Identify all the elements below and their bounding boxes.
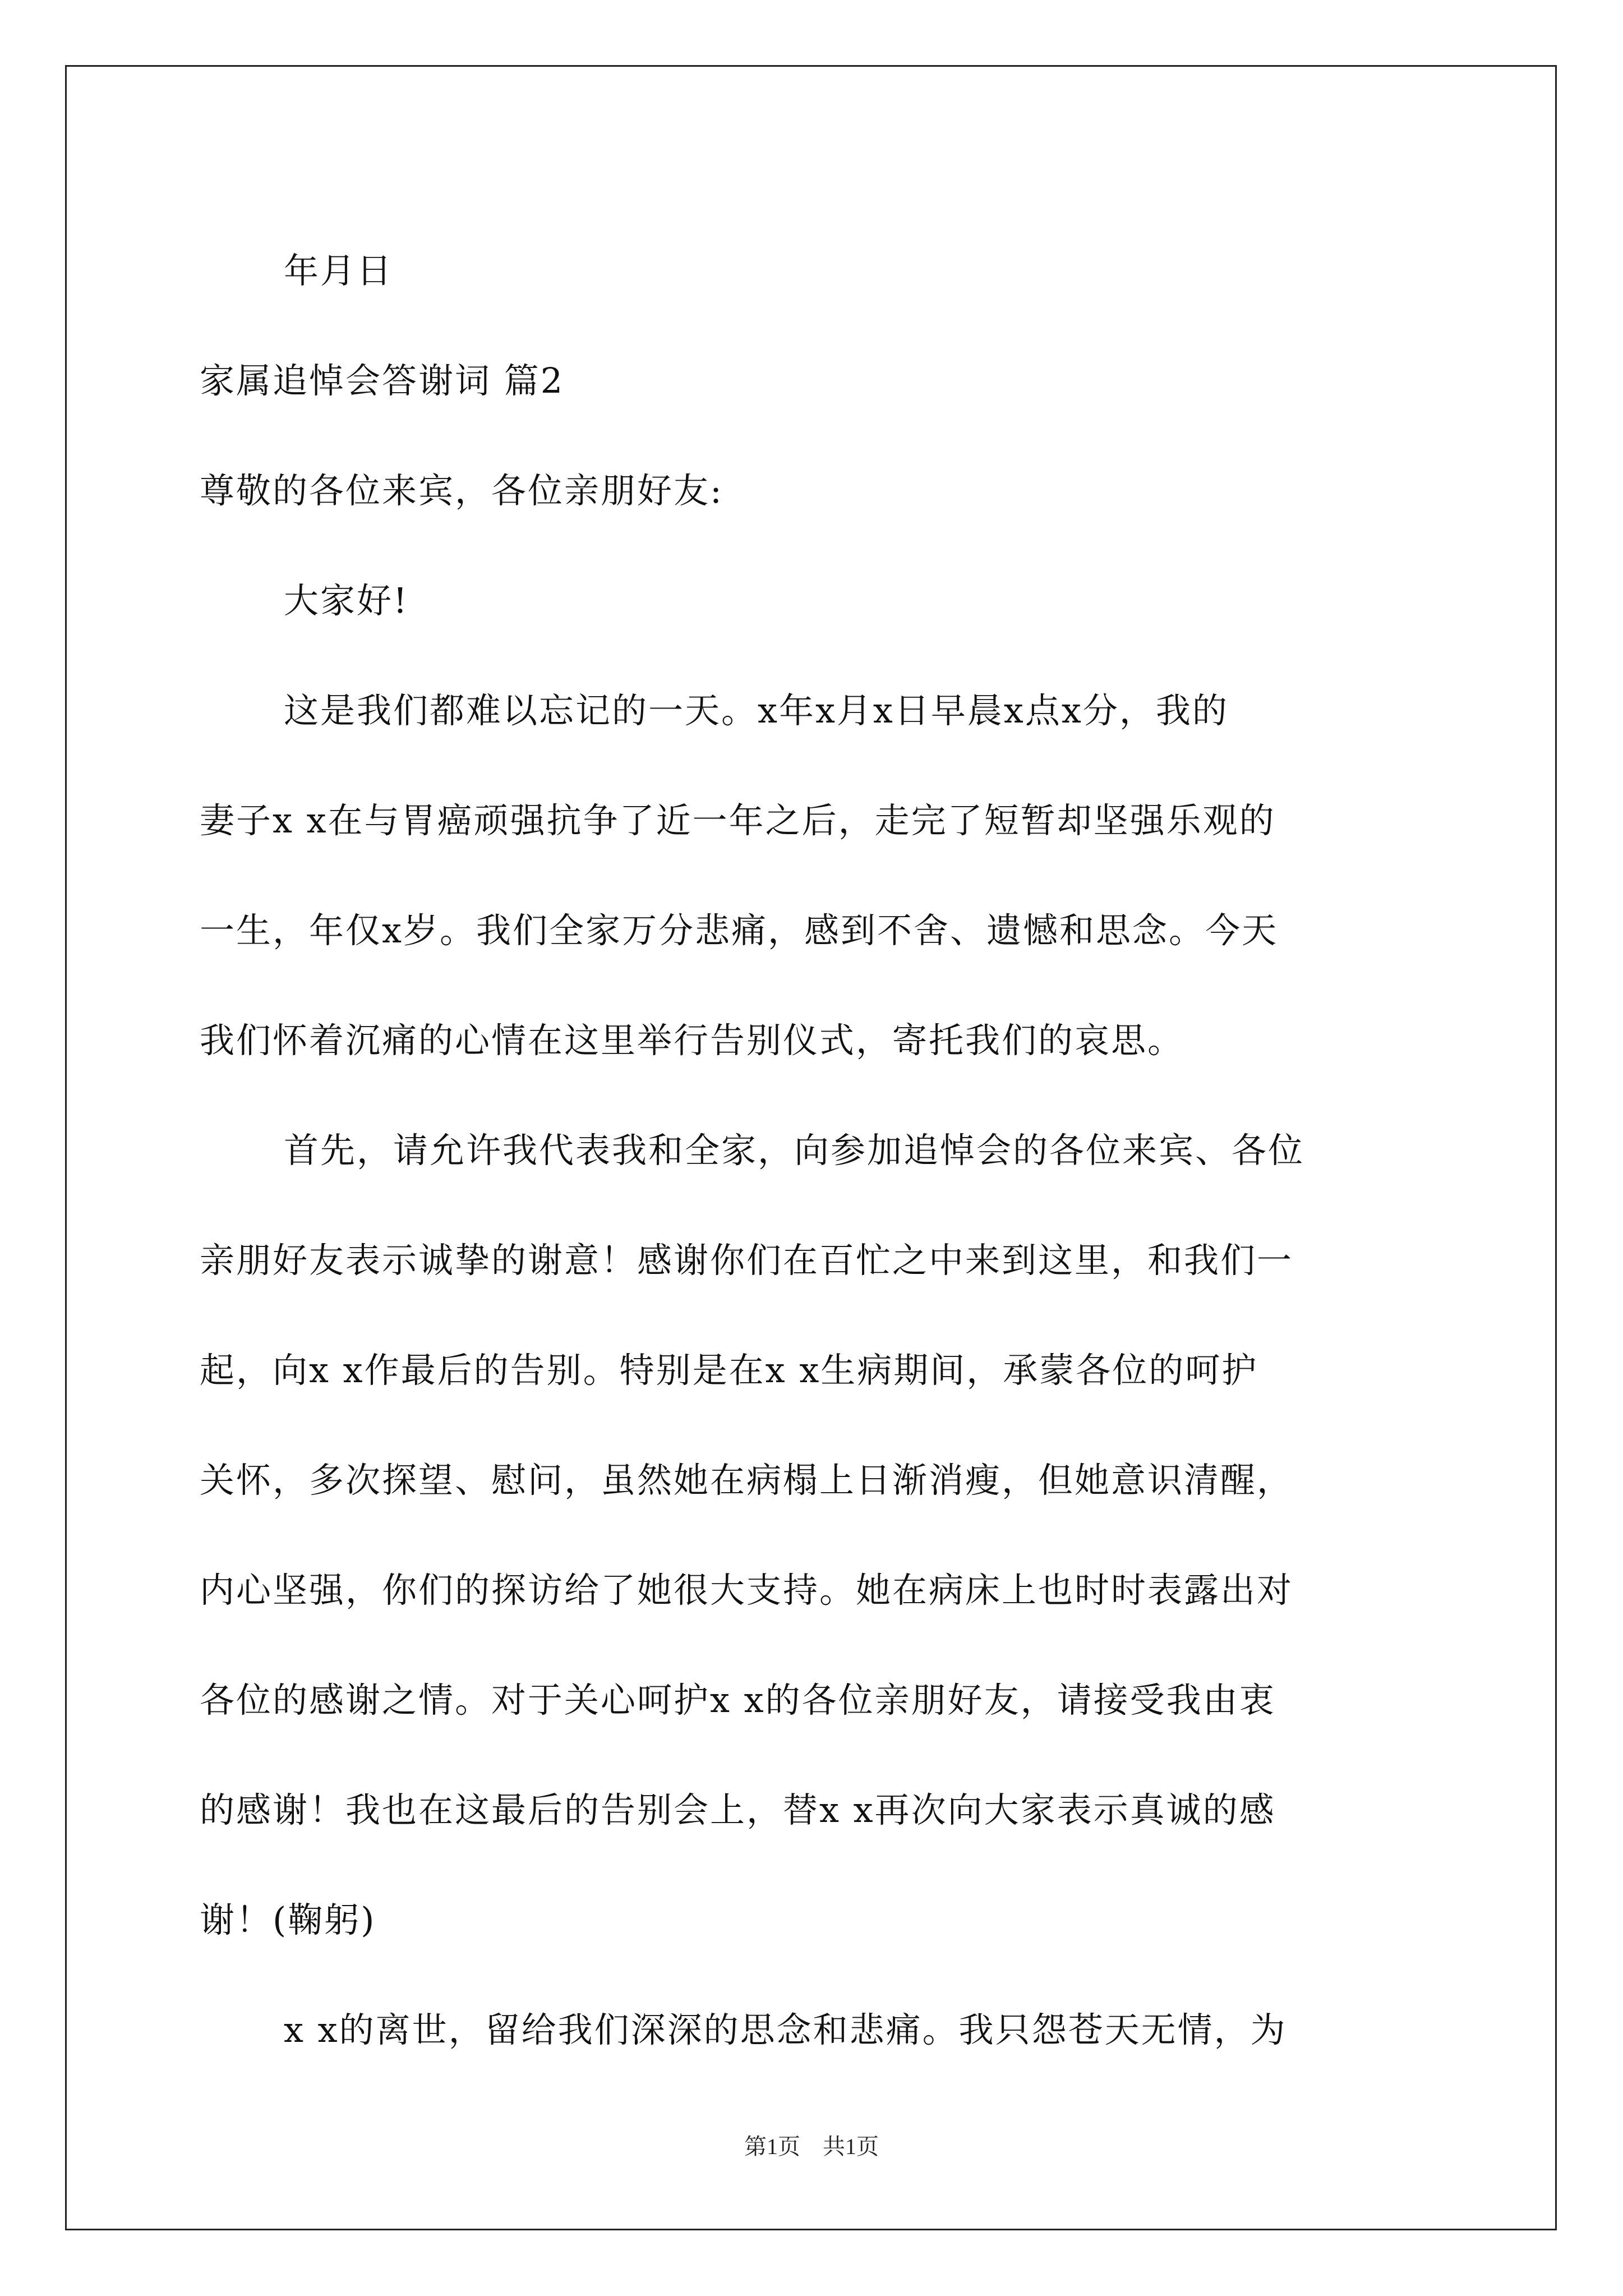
paragraph-1-line-2: 妻子x x在与胃癌顽强抗争了近一年之后，走完了短暂却坚强乐观的 — [200, 800, 1276, 841]
paragraph-2-line-8: 谢！(鞠躬) — [200, 1899, 376, 1940]
paragraph-2-line-1: 首先，请允许我代表我和全家，向参加追悼会的各位来宾、各位 — [284, 1130, 1305, 1171]
paragraph-2-line-4: 关怀，多次探望、慰问，虽然她在病榻上日渐消瘦，但她意识清醒， — [200, 1460, 1294, 1501]
paragraph-1-line-3: 一生，年仅x岁。我们全家万分悲痛，感到不舍、遗憾和思念。今天 — [200, 910, 1278, 951]
paragraph-1-line-1: 这是我们都难以忘记的一天。x年x月x日早晨x点x分，我的 — [284, 690, 1229, 731]
section-title: 家属追悼会答谢词 篇2 — [200, 360, 565, 401]
greeting: 大家好! — [284, 580, 409, 621]
date-line: 年月日 — [284, 250, 394, 291]
paragraph-3-line-1: x x的离世，留给我们深深的思念和悲痛。我只怨苍天无情，为 — [284, 2009, 1287, 2050]
document-body — [200, 216, 1431, 2085]
paragraph-2-line-5: 内心坚强，你们的探访给了她很大支持。她在病床上也时时表露出对 — [200, 1570, 1294, 1611]
paragraph-2-line-3: 起，向x x作最后的告别。特别是在x x生病期间，承蒙各位的呵护 — [200, 1350, 1258, 1391]
paragraph-1-line-4: 我们怀着沉痛的心情在这里举行告别仪式，寄托我们的哀思。 — [200, 1020, 1184, 1061]
paragraph-2-line-2: 亲朋好友表示诚挚的谢意！感谢你们在百忙之中来到这里，和我们一 — [200, 1240, 1294, 1281]
salutation: 尊敬的各位来宾，各位亲朋好友: — [200, 470, 723, 511]
paragraph-2-line-6: 各位的感谢之情。对于关心呵护x x的各位亲朋好友，请接受我由衷 — [200, 1680, 1276, 1720]
page-number: 第1页 共1页 — [744, 2134, 879, 2159]
paragraph-2-line-7: 的感谢！我也在这最后的告别会上，替x x再次向大家表示真诚的感 — [200, 1789, 1276, 1830]
